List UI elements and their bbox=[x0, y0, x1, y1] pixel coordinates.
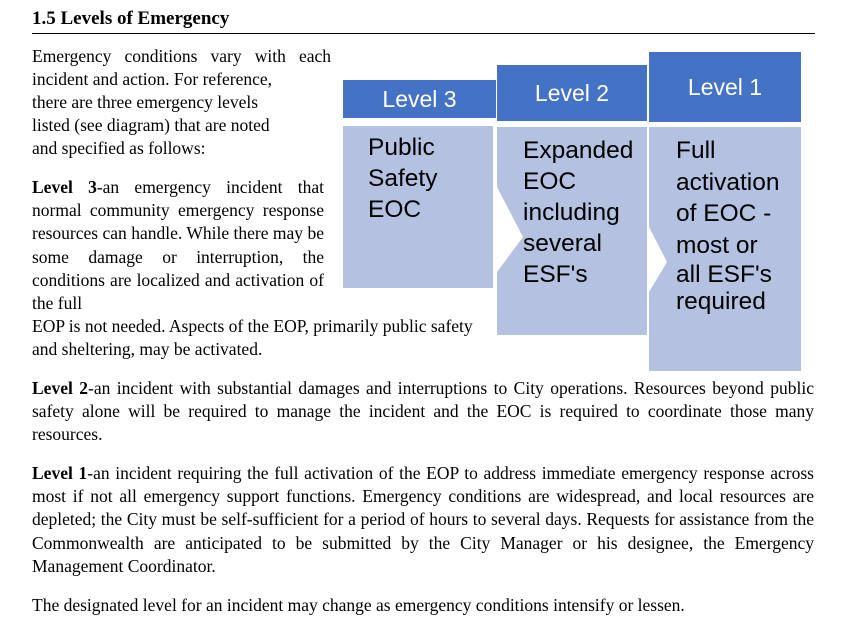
section-heading: 1.5 Levels of Emergency bbox=[32, 8, 230, 29]
level1-box-text bbox=[676, 135, 801, 315]
level2-header: Level 2 bbox=[497, 65, 647, 121]
diagram-line: including bbox=[523, 199, 620, 226]
diagram-line: Safety bbox=[368, 165, 438, 192]
diagram-line: of EOC - bbox=[676, 200, 772, 227]
intro-line: incident and action. For reference, bbox=[32, 69, 273, 89]
level3-paragraph-continued: EOP is not needed. Aspects of the EOP, primarily public safety and sheltering, may be activated. bbox=[32, 316, 473, 359]
diagram-line: EOC bbox=[368, 196, 422, 223]
level2-text: -an incident with substantial damages and interruptions to City operations. Resources beyond public safety alone will be required to manage the incident and the EOC is required to coordinate those many resources. bbox=[32, 378, 814, 445]
intro-line: Emergency conditions vary with each bbox=[32, 46, 332, 66]
diagram-line: several bbox=[523, 230, 602, 257]
diagram-line: activation bbox=[676, 168, 780, 196]
intro-line: and specified as follows: bbox=[32, 138, 206, 158]
intro-line: there are three emergency levels bbox=[32, 92, 259, 112]
level3-header: Level 3 bbox=[343, 80, 496, 118]
intro-line: listed (see diagram) that are noted bbox=[32, 115, 270, 135]
level1-header: Level 1 bbox=[649, 52, 801, 122]
level1-label: Level 1 bbox=[32, 463, 88, 483]
heading-rule bbox=[32, 33, 815, 34]
level3-box bbox=[343, 126, 493, 288]
level3-text: -an emergency incident that normal community emergency response resources can handle. While there may be some damage or interruption, the conditions are localized and activation of the full bbox=[32, 177, 324, 314]
level2-label: Level 2 bbox=[32, 378, 88, 398]
diagram-line: most or bbox=[676, 231, 758, 259]
diagram-line: EOC bbox=[523, 168, 577, 195]
level3-paragraph bbox=[32, 176, 324, 315]
level2-box-text bbox=[523, 135, 647, 290]
level1-text: -an incident requiring the full activation of the EOP to address immediate emergency response across most if not all emergency support functions. Emergency conditions are widespread, and local resources are depleted; the City must be self-sufficient for a period of hours to several days. Requests for assistance from the Commonwealth are anticipated to be submitted by the City Manager or his designee, the Emergency Management Coordinator. bbox=[32, 463, 814, 576]
level3-label: Level 3 bbox=[32, 177, 97, 197]
diagram-line: ESF's bbox=[523, 261, 588, 288]
diagram-line: required bbox=[676, 288, 766, 315]
level1-paragraph bbox=[32, 462, 814, 578]
diagram-line: Expanded bbox=[523, 137, 634, 164]
diagram-line: Full bbox=[676, 137, 716, 164]
diagram-line: all ESF's bbox=[676, 261, 772, 288]
closing-paragraph: The designated level for an incident may change as emergency conditions intensify or lessen. bbox=[32, 595, 685, 615]
level2-paragraph bbox=[32, 377, 814, 447]
diagram-line: Public bbox=[368, 134, 435, 161]
